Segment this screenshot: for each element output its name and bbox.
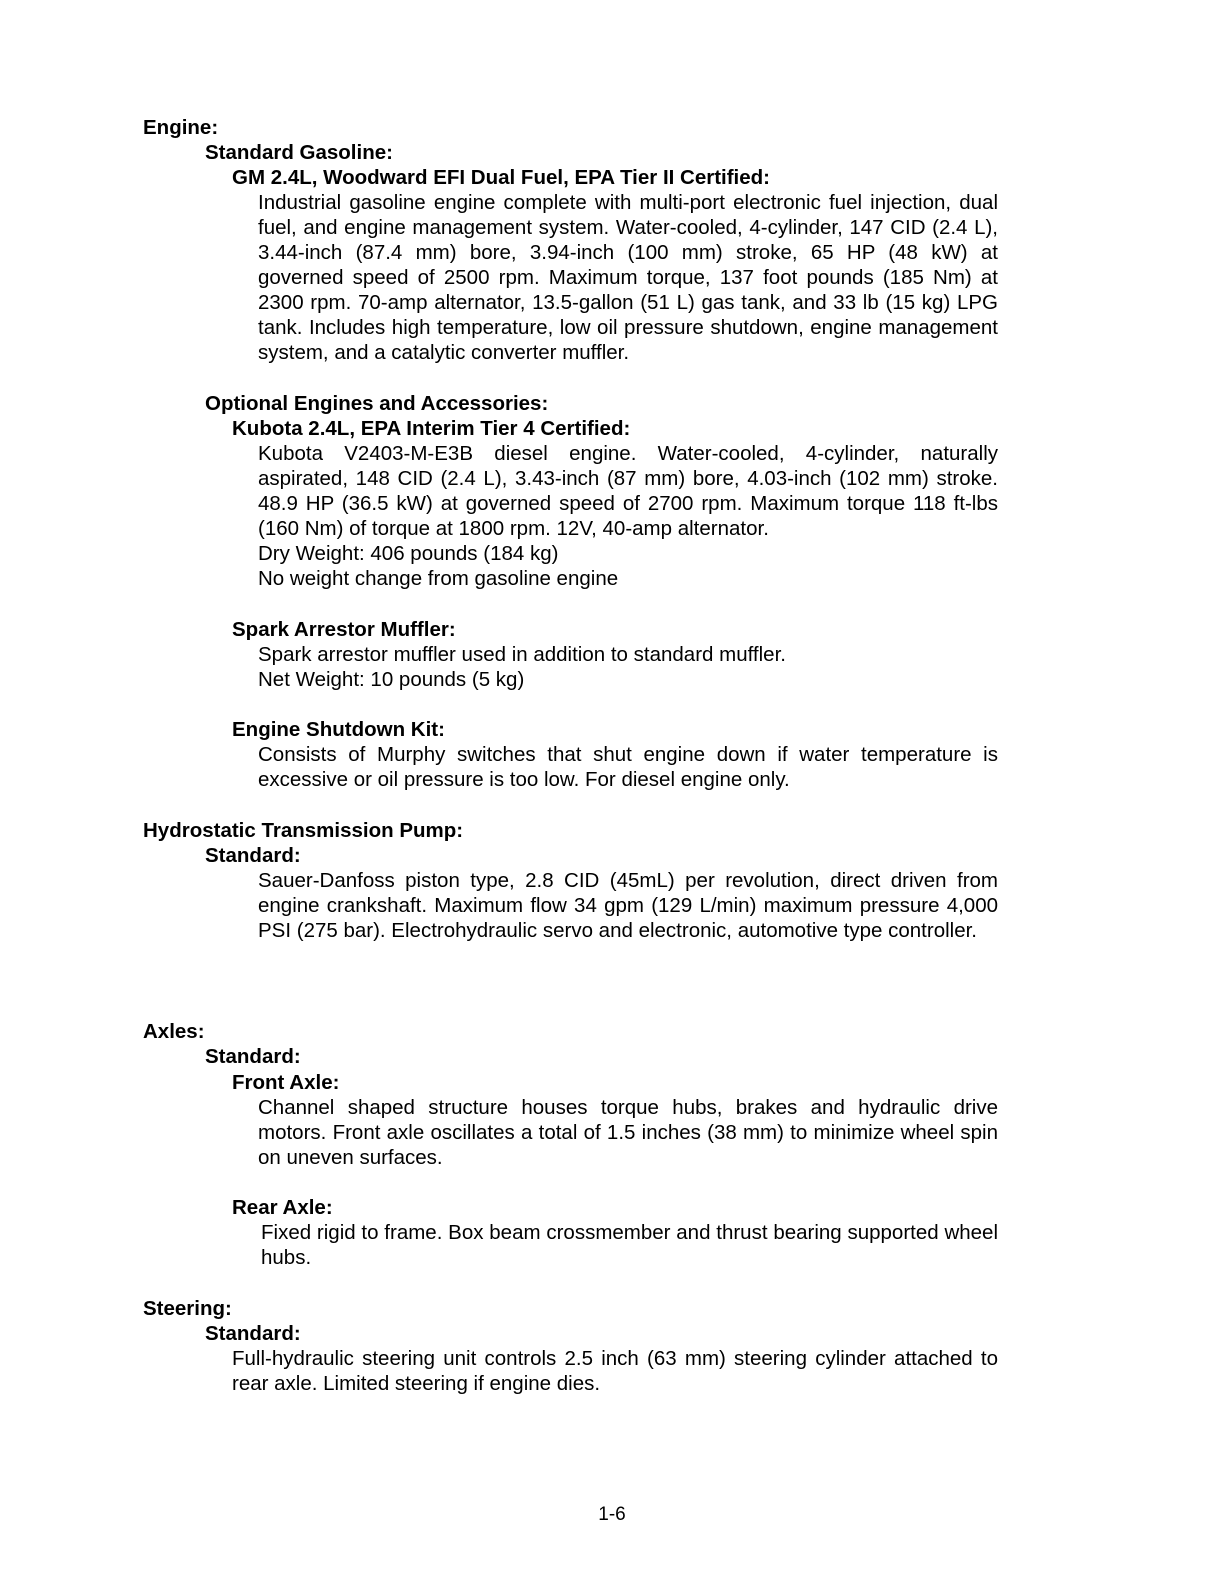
rear-axle-heading: Rear Axle: [232, 1196, 333, 1219]
front-axle-description: Channel shaped structure houses torque hubs, brakes and hydraulic drive motors. Front axle oscillates a total of 1.5 inches (38 mm) to minimize wheel spin on uneven surfaces. [258, 1096, 998, 1169]
kubota-dry-weight: Dry Weight: 406 pounds (184 kg) [258, 542, 559, 565]
page-number: 1-6 [598, 1504, 626, 1525]
spark-arrestor-description: Spark arrestor muffler used in addition to standard muffler. [258, 643, 786, 666]
gm-engine-heading: GM 2.4L, Woodward EFI Dual Fuel, EPA Tier II Certified: [232, 166, 771, 189]
gm-engine-description: Industrial gasoline engine complete with multi-port electronic fuel injection, dual fuel, and engine management system. Water-cooled, 4-cylinder, 147 CID (2.4 L), 3.44-inch (87.4 mm) bore, 3.94-inch (100 mm) stroke, 65 HP (48 kW) at governed speed of 2500 rpm. Maximum torque, 137 foot pounds (185 Nm) at 2300 rpm. 70-amp alternator, 13.5-gallon (51 L) gas tank, and 33 lb (15 kg) LPG tank. Includes high temperature, low oil pressure shutdown, engine management system, and a catalytic converter muffler. [258, 191, 998, 364]
pump-description: Sauer-Danfoss piston type, 2.8 CID (45mL) per revolution, direct driven from engine crankshaft. Maximum flow 34 gpm (129 L/min) maximum pressure 4,000 PSI (275 bar). Electrohydraulic servo and electronic, automotive type controller. [258, 869, 998, 942]
steering-description: Full-hydraulic steering unit controls 2.5 inch (63 mm) steering cylinder attached to rear axle. Limited steering if engine dies. [232, 1347, 998, 1395]
spark-arrestor-weight: Net Weight: 10 pounds (5 kg) [258, 668, 525, 691]
engine-shutdown-description: Consists of Murphy switches that shut engine down if water temperature is excessive or oil pressure is too low. For diesel engine only. [258, 743, 998, 791]
standard-gasoline-heading: Standard Gasoline: [205, 141, 393, 164]
steering-heading: Steering: [143, 1297, 232, 1320]
engine-shutdown-heading: Engine Shutdown Kit: [232, 718, 445, 741]
engine-heading: Engine: [143, 116, 219, 139]
pump-standard-heading: Standard: [205, 844, 301, 867]
axles-heading: Axles: [143, 1020, 205, 1043]
kubota-engine-heading: Kubota 2.4L, EPA Interim Tier 4 Certified: [232, 417, 631, 440]
spark-arrestor-heading: Spark Arrestor Muffler: [232, 618, 456, 641]
pump-heading: Hydrostatic Transmission Pump: [143, 819, 464, 842]
optional-engines-heading: Optional Engines and Accessories: [205, 392, 549, 415]
front-axle-heading: Front Axle: [232, 1071, 340, 1094]
rear-axle-description: Fixed rigid to frame. Box beam crossmember and thrust bearing supported wheel hubs. [261, 1221, 998, 1269]
steering-standard-heading: Standard: [205, 1322, 301, 1345]
kubota-weight-note: No weight change from gasoline engine [258, 567, 619, 590]
axles-standard-heading: Standard: [205, 1045, 301, 1068]
kubota-engine-description: Kubota V2403-M-E3B diesel engine. Water-cooled, 4-cylinder, naturally aspirated, 148 CID (2.4 L), 3.43-inch (87 mm) bore, 4.03-inch (102 mm) stroke. 48.9 HP (36.5 kW) at governed speed of 2700 rpm. Maximum torque 118 ft-lbs (160 Nm) of torque at 1800 rpm. 12V, 40-amp alternator. [258, 442, 998, 540]
